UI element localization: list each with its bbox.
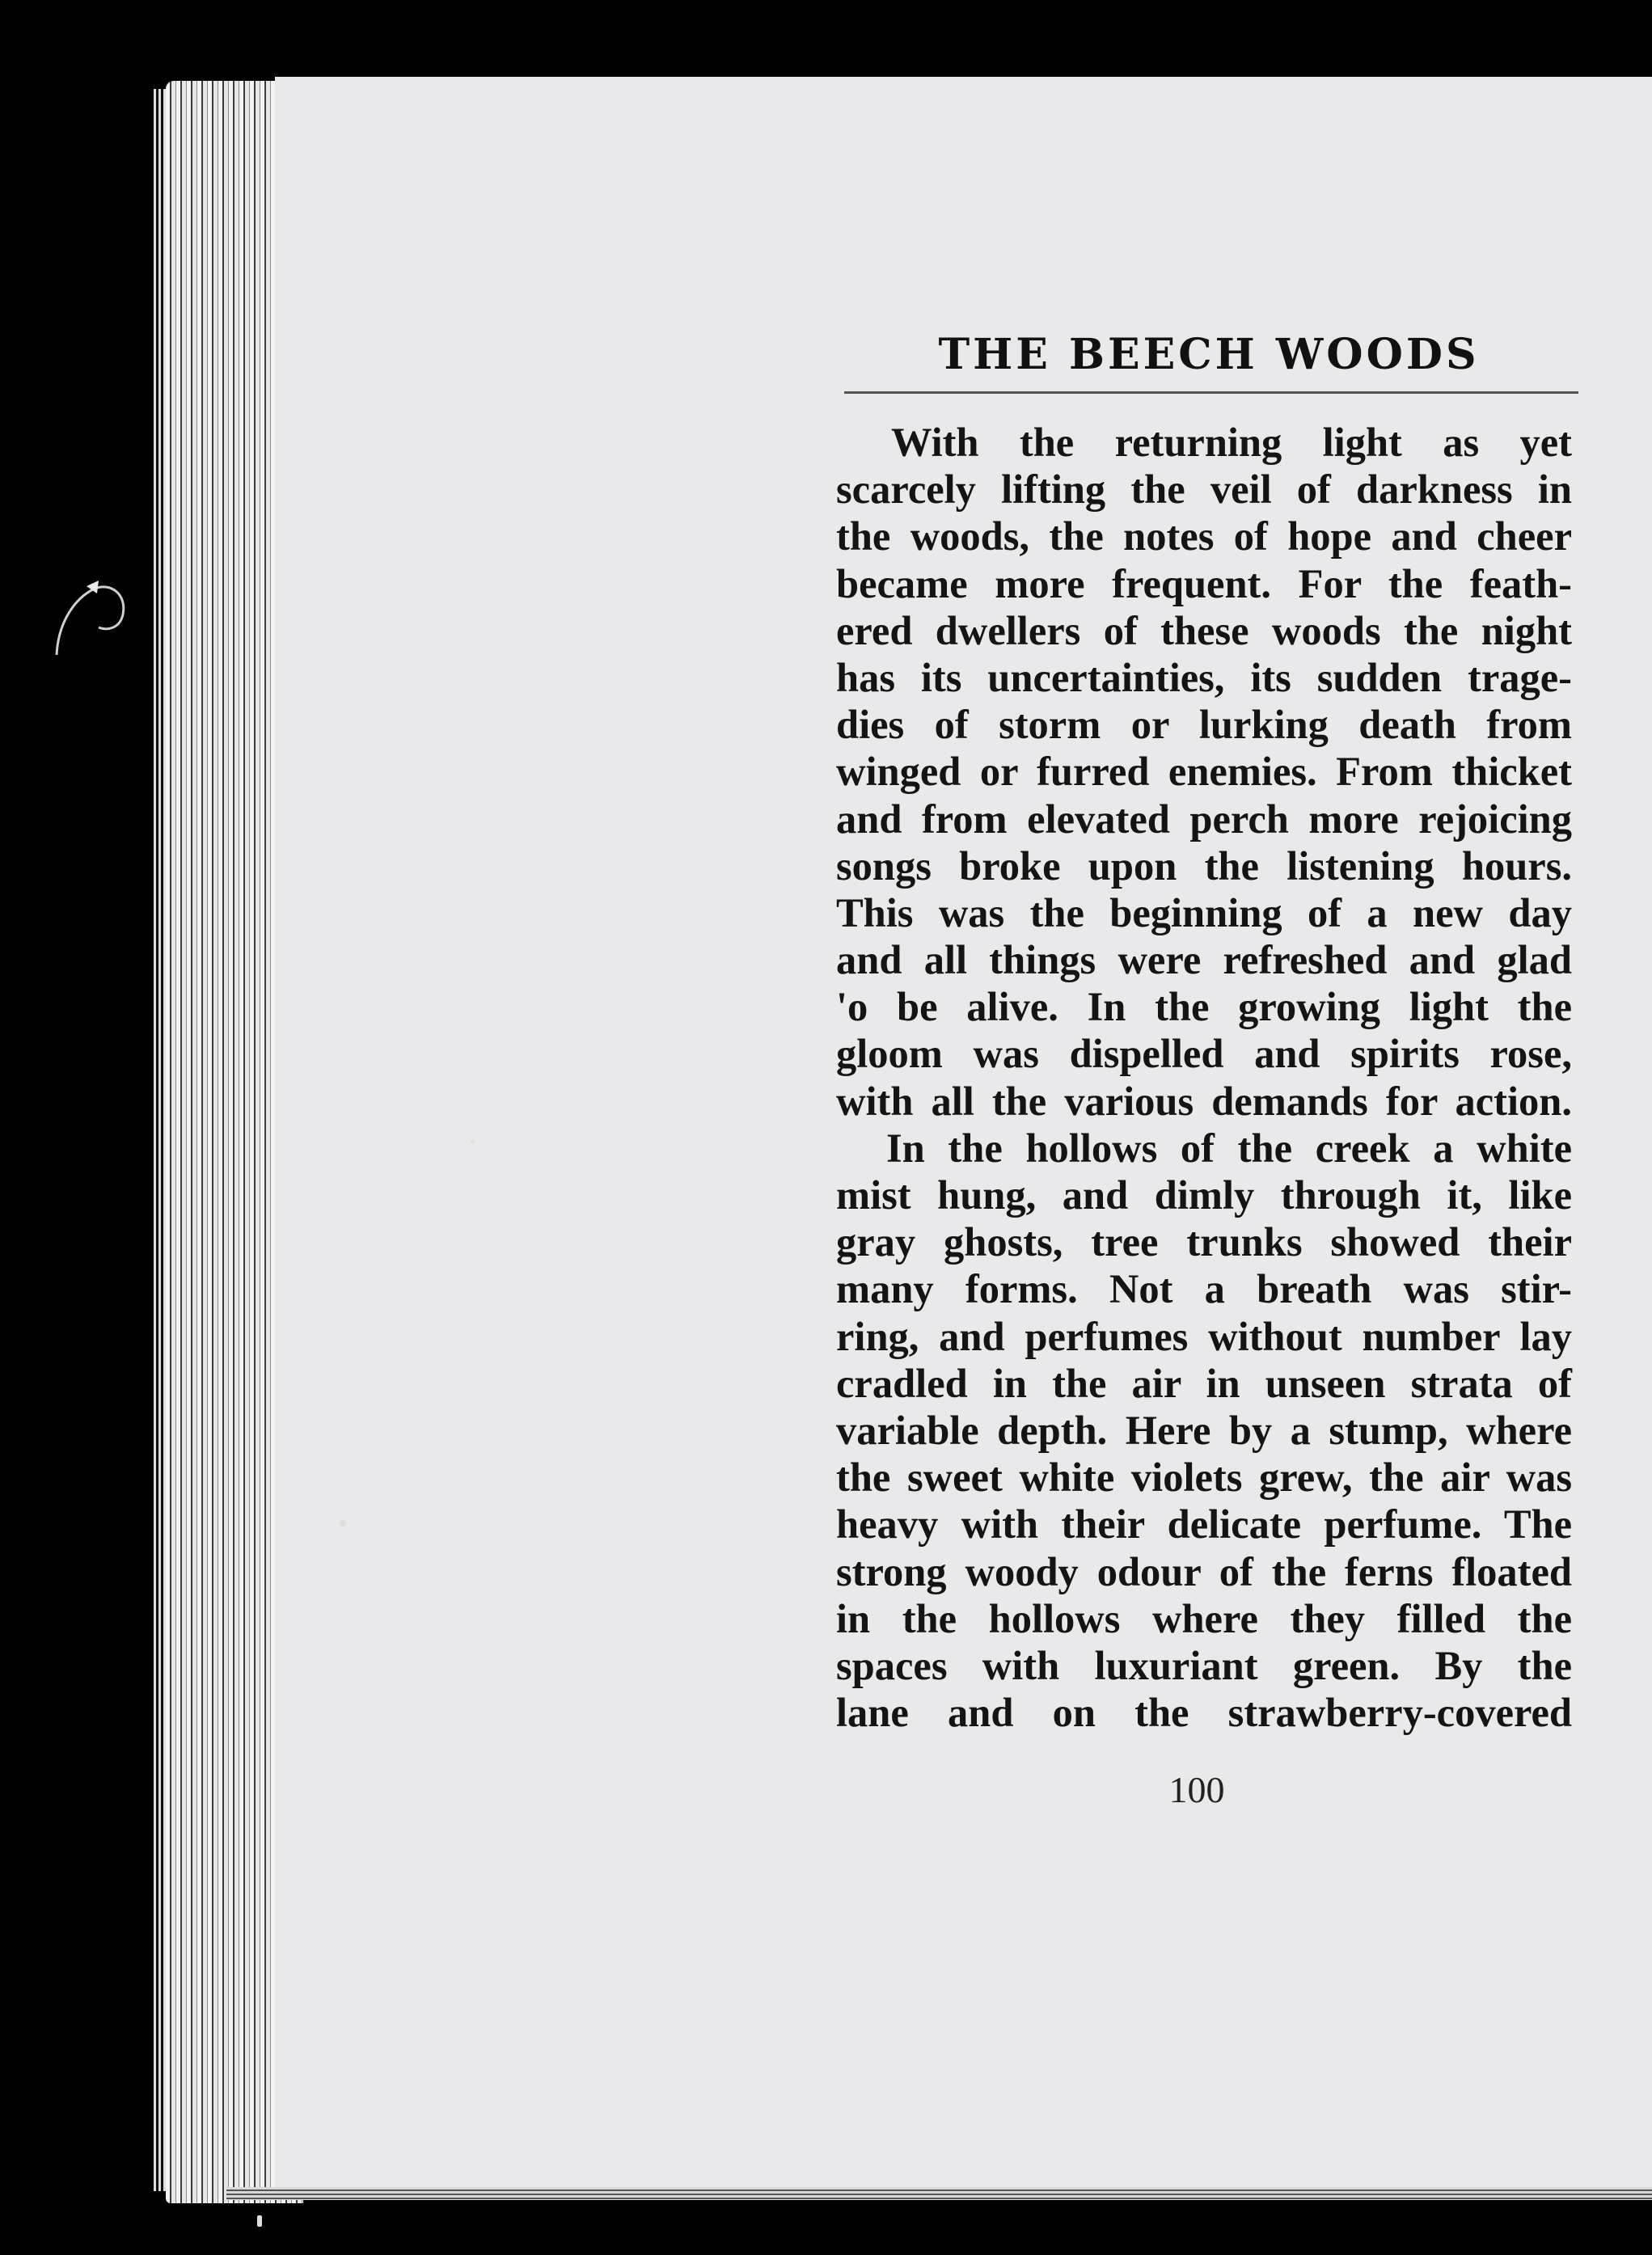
text-line: variable depth. Here by a stump, where [836, 1407, 1572, 1453]
text-line: dies of storm or lurking death from [836, 702, 1572, 748]
bottom-page-edge [226, 2187, 1652, 2200]
body-text [836, 419, 1572, 1736]
text-line: winged or furred enemies. From thicket [836, 749, 1572, 795]
text-line: ring, and perfumes without number lay [836, 1313, 1572, 1359]
text-line: 'o be alive. In the growing light the [836, 984, 1572, 1030]
text-line: many forms. Not a breath was stir- [836, 1266, 1572, 1312]
running-head: THE BEECH WOODS [938, 330, 1480, 379]
text-line: songs broke upon the listening hours. [836, 842, 1572, 889]
text-line: cradled in the air in unseen strata of [836, 1360, 1572, 1406]
text-line: gloom was dispelled and spirits rose, [836, 1031, 1572, 1077]
text-line: and all things were refreshed and glad [836, 937, 1572, 983]
text-line: scarcely lifting the veil of darkness in [836, 467, 1572, 513]
text-line: with all the various demands for action. [836, 1078, 1572, 1124]
text-line: the woods, the notes of hope and cheer [836, 513, 1572, 560]
text-line: ered dwellers of these woods the night [836, 607, 1572, 653]
text-line: This was the beginning of a new day [836, 889, 1572, 935]
text-line: lane and on the strawberry-covered [836, 1690, 1572, 1736]
dust-speck [471, 1140, 475, 1144]
text-line: strong woody odour of the ferns floated [836, 1548, 1572, 1594]
running-head-rule [844, 391, 1578, 394]
text-line: and from elevated perch more rejoicing [836, 796, 1572, 842]
text-line: mist hung, and dimly through it, like [836, 1172, 1572, 1218]
text-line: spaces with luxuriant green. By the [836, 1642, 1572, 1688]
text-line: gray ghosts, tree trunks showed their [836, 1219, 1572, 1265]
text-line: In the hollows of the creek a white [886, 1125, 1572, 1171]
page-number: 100 [1168, 1769, 1225, 1810]
text-line: has its uncertainties, its sudden trage- [836, 654, 1572, 700]
text-line: the sweet white violets grew, the air was [836, 1455, 1572, 1501]
dust-speck [257, 2215, 262, 2227]
film-scratch-mark [50, 566, 147, 671]
dust-speck [340, 1520, 346, 1527]
text-line: became more frequent. For the feath- [836, 560, 1572, 606]
text-line: in the hollows where they filled the [836, 1595, 1572, 1641]
text-line: heavy with their delicate perfume. The [836, 1501, 1572, 1548]
text-line: With the returning light as yet [891, 420, 1572, 465]
